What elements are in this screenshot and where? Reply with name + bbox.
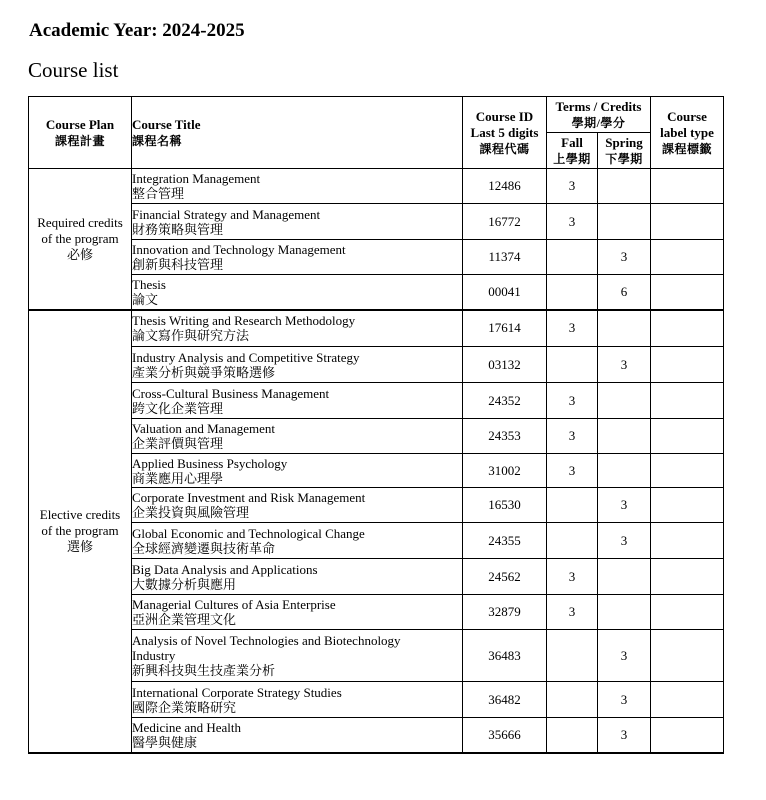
- course-id-cell: 31002: [463, 454, 547, 488]
- table-row: [29, 204, 724, 240]
- header-terms-credits: Terms / Credits 學期/學分: [547, 97, 651, 133]
- fall-credits-cell: [547, 523, 598, 559]
- table-row: [29, 169, 724, 204]
- course-title-cell: Global Economic and Technological Change 全球經濟變遷與技術革命: [132, 523, 463, 559]
- spring-credits-cell: [598, 454, 651, 488]
- course-label-cell: [651, 488, 724, 523]
- spring-credits-cell: 3: [598, 718, 651, 753]
- course-id-cell: 24562: [463, 559, 547, 595]
- fall-credits-cell: 3: [547, 383, 598, 419]
- course-title-cell: Corporate Investment and Risk Management 企業投資與風險管理: [132, 488, 463, 523]
- spring-credits-cell: [598, 595, 651, 630]
- spring-credits-cell: [598, 383, 651, 419]
- course-label-cell: [651, 275, 724, 310]
- table-row: [29, 347, 724, 383]
- spring-credits-cell: 3: [598, 347, 651, 383]
- course-label-cell: [651, 718, 724, 753]
- course-label-cell: [651, 630, 724, 682]
- fall-credits-cell: [547, 682, 598, 718]
- spring-credits-cell: 3: [598, 240, 651, 275]
- fall-credits-cell: 3: [547, 419, 598, 454]
- course-title-cell: Thesis 論文: [132, 275, 463, 310]
- course-id-cell: 24355: [463, 523, 547, 559]
- course-table: [28, 96, 724, 754]
- table-row: [29, 523, 724, 559]
- spring-credits-cell: [598, 204, 651, 240]
- course-id-cell: 36482: [463, 682, 547, 718]
- course-title-cell: Applied Business Psychology 商業應用心理學: [132, 454, 463, 488]
- course-plan-cell: Required credits of the program 必修: [29, 169, 132, 310]
- course-id-cell: 16530: [463, 488, 547, 523]
- course-title-cell: Managerial Cultures of Asia Enterprise 亞洲企業管理文化: [132, 595, 463, 630]
- course-label-cell: [651, 454, 724, 488]
- fall-credits-cell: 3: [547, 204, 598, 240]
- fall-credits-cell: 3: [547, 169, 598, 204]
- course-label-cell: [651, 204, 724, 240]
- header-spring: Spring 下學期: [598, 133, 651, 169]
- spring-credits-cell: [598, 310, 651, 347]
- course-id-cell: 35666: [463, 718, 547, 753]
- course-label-cell: [651, 523, 724, 559]
- table-row: [29, 240, 724, 275]
- fall-credits-cell: [547, 488, 598, 523]
- course-plan-cell: Elective credits of the program 選修: [29, 310, 132, 753]
- course-id-cell: 36483: [463, 630, 547, 682]
- course-id-cell: 24352: [463, 383, 547, 419]
- course-label-cell: [651, 682, 724, 718]
- course-id-cell: 00041: [463, 275, 547, 310]
- fall-credits-cell: 3: [547, 310, 598, 347]
- table-row: [29, 454, 724, 488]
- table-row: [29, 718, 724, 753]
- course-label-cell: [651, 347, 724, 383]
- spring-credits-cell: 6: [598, 275, 651, 310]
- header-course-title: Course Title 課程名稱: [132, 97, 463, 169]
- course-title-cell: Cross-Cultural Business Management 跨文化企業管理: [132, 383, 463, 419]
- course-title-cell: Financial Strategy and Management 財務策略與管理: [132, 204, 463, 240]
- spring-credits-cell: 3: [598, 523, 651, 559]
- table-row: [29, 383, 724, 419]
- course-label-cell: [651, 240, 724, 275]
- course-label-cell: [651, 595, 724, 630]
- course-id-cell: 17614: [463, 310, 547, 347]
- course-label-cell: [651, 310, 724, 347]
- course-title-cell: International Corporate Strategy Studies 國際企業策略研究: [132, 682, 463, 718]
- header-row: [29, 97, 724, 133]
- course-id-cell: 11374: [463, 240, 547, 275]
- course-title-cell: Medicine and Health 醫學與健康: [132, 718, 463, 753]
- course-id-cell: 03132: [463, 347, 547, 383]
- course-title-cell: Innovation and Technology Management 創新與科技管理: [132, 240, 463, 275]
- table-row: [29, 682, 724, 718]
- table-row: [29, 310, 724, 347]
- spring-credits-cell: [598, 419, 651, 454]
- header-course-label-type: Course label type 課程標籤: [651, 97, 724, 169]
- course-id-cell: 32879: [463, 595, 547, 630]
- spring-credits-cell: 3: [598, 630, 651, 682]
- course-title-cell: Valuation and Management 企業評價與管理: [132, 419, 463, 454]
- fall-credits-cell: 3: [547, 559, 598, 595]
- table-row: [29, 488, 724, 523]
- academic-year-heading: Academic Year: 2024-2025: [29, 20, 245, 41]
- course-id-cell: 12486: [463, 169, 547, 204]
- course-id-cell: 16772: [463, 204, 547, 240]
- fall-credits-cell: 3: [547, 595, 598, 630]
- table-row: [29, 595, 724, 630]
- header-fall: Fall 上學期: [547, 133, 598, 169]
- table-row: [29, 630, 724, 682]
- spring-credits-cell: 3: [598, 682, 651, 718]
- fall-credits-cell: [547, 347, 598, 383]
- fall-credits-cell: [547, 240, 598, 275]
- course-title-cell: Analysis of Novel Technologies and Biotechnology Industry 新興科技與生技產業分析: [132, 630, 463, 682]
- fall-credits-cell: 3: [547, 454, 598, 488]
- fall-credits-cell: [547, 718, 598, 753]
- fall-credits-cell: [547, 630, 598, 682]
- course-title-cell: Industry Analysis and Competitive Strategy 產業分析與競爭策略選修: [132, 347, 463, 383]
- spring-credits-cell: 3: [598, 488, 651, 523]
- header-course-id: Course ID Last 5 digits 課程代碼: [463, 97, 547, 169]
- course-title-cell: Integration Management 整合管理: [132, 169, 463, 204]
- course-title-cell: Big Data Analysis and Applications 大數據分析與應用: [132, 559, 463, 595]
- table-row: [29, 419, 724, 454]
- table-row: [29, 559, 724, 595]
- course-id-cell: 24353: [463, 419, 547, 454]
- spring-credits-cell: [598, 169, 651, 204]
- table-row: [29, 275, 724, 310]
- fall-credits-cell: [547, 275, 598, 310]
- course-label-cell: [651, 383, 724, 419]
- spring-credits-cell: [598, 559, 651, 595]
- course-label-cell: [651, 419, 724, 454]
- course-list-title: Course list: [28, 58, 119, 82]
- course-label-cell: [651, 559, 724, 595]
- header-course-plan: Course Plan 課程計畫: [29, 97, 132, 169]
- course-label-cell: [651, 169, 724, 204]
- course-title-cell: Thesis Writing and Research Methodology 論文寫作與研究方法: [132, 310, 463, 347]
- course-table-body: [29, 169, 724, 753]
